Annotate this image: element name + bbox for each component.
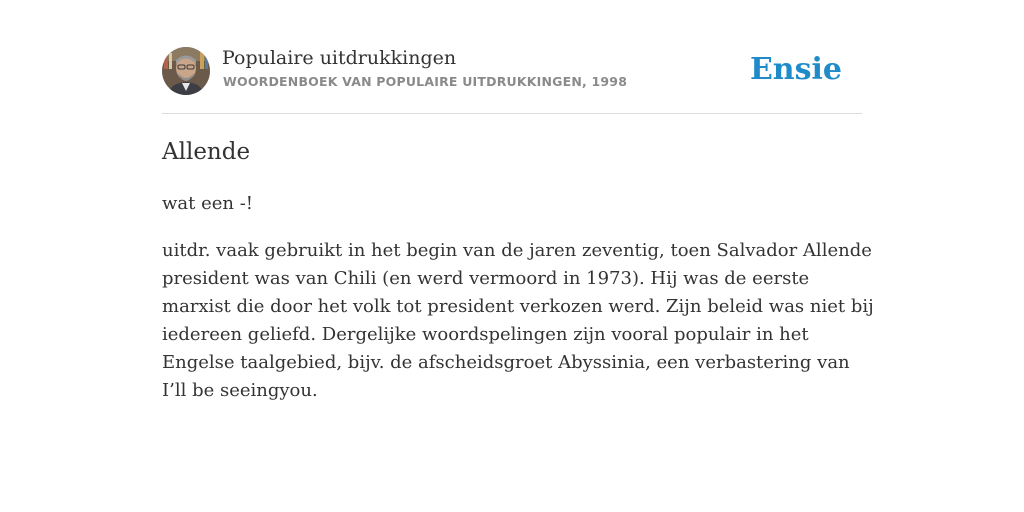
author-avatar[interactable] [162,47,210,95]
author-portrait-icon [162,47,210,95]
entry-phrase: wat een -! [162,193,254,214]
source-subtitle: WOORDENBOEK VAN POPULAIRE UITDRUKKINGEN, 1998 [223,74,628,89]
entry-title: Allende [162,139,251,165]
header [162,46,862,96]
entry-definition: uitdr. vaak gebruikt in het begin van de jaren zeventig, toen Salvador Allende president was van Chili (en werd vermoord in 1973). Hij was de eerste marxist die door het volk tot president verkozen werd. Zijn beleid was niet bij iedereen geliefd. Dergelijke woordspelingen zijn vooral populair in het Engelse taalgebied, bijv. de afscheidsgroet Abyssinia, een verbastering van I’ll be seeingyou. [162,240,874,401]
ensie-logo[interactable]: Ensie [749,52,842,87]
divider [162,113,862,114]
source-title[interactable]: Populaire uitdrukkingen [222,47,457,69]
